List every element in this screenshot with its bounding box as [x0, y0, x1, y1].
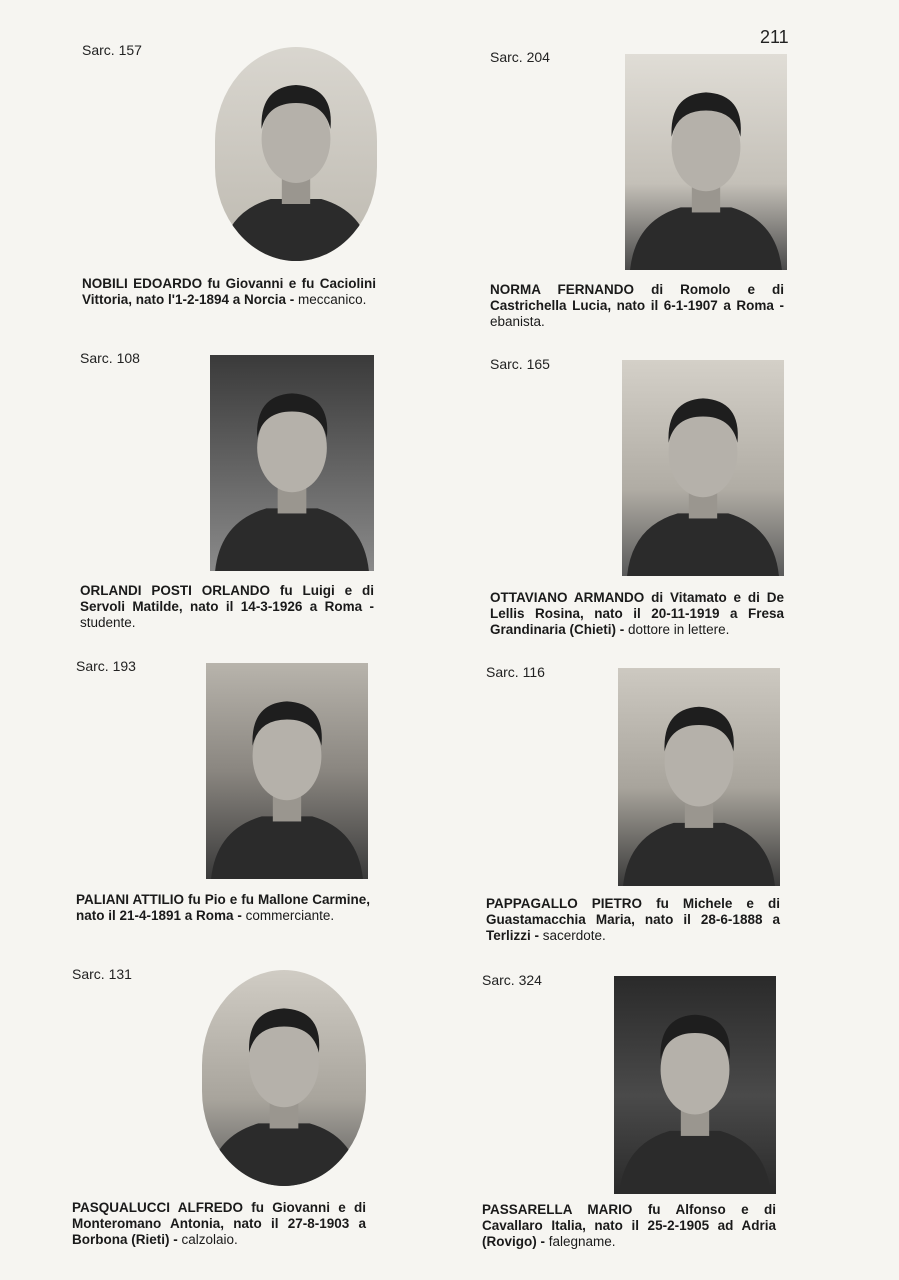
shoulders-shape	[630, 207, 782, 270]
portrait-photo	[618, 668, 780, 886]
person-details: di Romolo e di Castrichella Lucia, nato il 6-1-1907 a Roma	[490, 282, 784, 313]
portrait-photo	[625, 54, 787, 270]
shoulders-shape	[207, 1123, 361, 1186]
person-name: NORMA FERNANDO	[490, 282, 635, 297]
entry-ottaviano	[490, 356, 810, 656]
shoulders-shape	[215, 508, 369, 571]
portrait-figure	[215, 47, 377, 261]
portrait-photo	[622, 360, 784, 576]
sarcophagus-number: Sarc. 131	[72, 966, 132, 982]
person-name: NOBILI EDOARDO	[82, 276, 203, 291]
sarcophagus-number: Sarc. 193	[76, 658, 136, 674]
portrait-photo	[202, 970, 366, 1186]
portrait-figure	[206, 663, 368, 879]
portrait-figure	[210, 355, 374, 571]
caption: PASQUALUCCI ALFREDO fu Giovanni e di Monteromano Antonia, nato il 27-8-1903 a Borbona (Rieti) - calzolaio.	[72, 1200, 366, 1247]
person-details: fu Giovanni e di Monteromano Antonia, nato il 27-8-1903 a Borbona (Rieti)	[72, 1200, 366, 1247]
shoulders-shape	[619, 1131, 771, 1194]
sarcophagus-number: Sarc. 204	[490, 49, 550, 65]
page-number: 211	[760, 27, 789, 47]
profession: commerciante.	[245, 908, 335, 923]
person-details: fu Alfonso e di Cavallaro Italia, nato il 25-2-1905 ad Adria (Rovigo)	[482, 1202, 776, 1249]
portrait-figure	[618, 668, 780, 886]
portrait-photo	[215, 47, 377, 261]
person-details: fu Pio e fu Mallone Carmine, nato il 21-4-1891 a Roma	[76, 892, 370, 923]
sarcophagus-number: Sarc. 116	[486, 664, 545, 680]
shoulders-shape	[220, 199, 372, 261]
portrait-figure	[202, 970, 366, 1186]
shoulders-shape	[623, 823, 775, 886]
shoulders-shape	[211, 816, 363, 879]
entry-paliani	[76, 658, 396, 958]
portrait-figure	[625, 54, 787, 270]
person-name: PASSARELLA MARIO	[482, 1202, 633, 1217]
profession: calzolaio.	[181, 1232, 238, 1247]
person-name: PAPPAGALLO PIETRO	[486, 896, 643, 911]
profession: dottore in lettere.	[628, 622, 730, 637]
person-details: fu Michele e di Guastamacchia Maria, nato il 28-6-1888 a Terlizzi	[486, 896, 780, 943]
person-name: PASQUALUCCI ALFREDO	[72, 1200, 243, 1215]
person-name: PALIANI ATTILIO	[76, 892, 184, 907]
sarcophagus-number: Sarc. 324	[482, 972, 542, 988]
sarcophagus-number: Sarc. 157	[82, 42, 142, 58]
sarcophagus-number: Sarc. 108	[80, 350, 140, 366]
profession: falegname.	[548, 1234, 616, 1249]
sarcophagus-number: Sarc. 165	[490, 356, 550, 372]
person-details: fu Giovanni e fu Caciolini Vittoria, nato l'1-2-1894 a Norcia	[82, 276, 376, 307]
caption: PALIANI ATTILIO fu Pio e fu Mallone Carmine, nato il 21-4-1891 a Roma - commerciante.	[76, 892, 370, 923]
entry-norma	[490, 49, 810, 349]
person-name: OTTAVIANO ARMANDO	[490, 590, 645, 605]
caption: NOBILI EDOARDO fu Giovanni e fu Caciolini Vittoria, nato l'1-2-1894 a Norcia - meccanico.	[82, 276, 376, 307]
person-details: di Vitamato e di De Lellis Rosina, nato il 20-11-1919 a Fresa Grandinaria (Chieti)	[490, 590, 784, 637]
shoulders-shape	[627, 513, 779, 576]
entry-pasqualucci	[72, 966, 392, 1266]
profession: meccanico.	[298, 292, 367, 307]
portrait-figure	[614, 976, 776, 1194]
caption: NORMA FERNANDO di Romolo e di Castrichella Lucia, nato il 6-1-1907 a Roma - ebanista.	[490, 282, 785, 329]
profession: sacerdote.	[542, 928, 606, 943]
entry-nobili	[82, 42, 402, 342]
caption: ORLANDI POSTI ORLANDO fu Luigi e di Servoli Matilde, nato il 14-3-1926 a Roma - studente.	[80, 583, 375, 630]
portrait-photo	[206, 663, 368, 879]
profession: studente.	[80, 615, 136, 630]
entry-pappagallo	[486, 664, 806, 964]
caption: OTTAVIANO ARMANDO di Vitamato e di De Lellis Rosina, nato il 20-11-1919 a Fresa Grandinaria (Chieti) - dottore in lettere.	[490, 590, 784, 637]
caption: PASSARELLA MARIO fu Alfonso e di Cavallaro Italia, nato il 25-2-1905 ad Adria (Rovigo) - falegname.	[482, 1202, 776, 1249]
person-name: ORLANDI POSTI ORLANDO	[80, 583, 270, 598]
entry-orlandi	[80, 350, 400, 650]
caption: PAPPAGALLO PIETRO fu Michele e di Guastamacchia Maria, nato il 28-6-1888 a Terlizzi - sacerdote.	[486, 896, 780, 943]
portrait-photo	[210, 355, 374, 571]
portrait-photo	[614, 976, 776, 1194]
portrait-figure	[622, 360, 784, 576]
profession: ebanista.	[490, 314, 545, 329]
entry-passarella	[482, 972, 802, 1272]
person-details: fu Luigi e di Servoli Matilde, nato il 14-3-1926 a Roma	[80, 583, 374, 614]
